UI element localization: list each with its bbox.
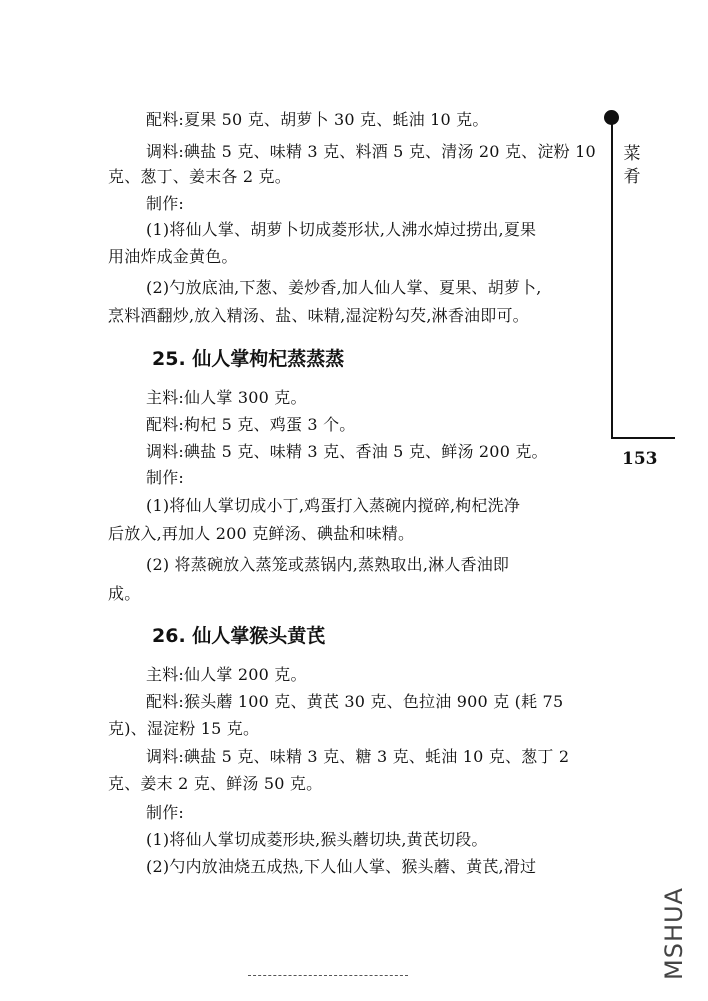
ingredients-line: 克)、湿淀粉 15 克。 (108, 719, 260, 738)
method-step: (2)勺放底油,下葱、姜炒香,加人仙人掌、夏果、胡萝卜, (146, 278, 542, 297)
method-step: 后放入,再加人 200 克鲜汤、碘盐和味精。 (108, 524, 415, 543)
seasoning-line: 调料:碘盐 5 克、味精 3 克、香油 5 克、鲜汤 200 克。 (146, 442, 548, 461)
method-label: 制作: (146, 194, 184, 213)
method-step: (2)勺内放油烧五成热,下人仙人掌、猴头蘑、黄芪,滑过 (146, 857, 537, 876)
main-ingredient: 主料:仙人掌 300 克。 (146, 388, 307, 407)
method-step: 烹料酒翻炒,放入精汤、盐、味精,湿淀粉勾芡,淋香油即可。 (108, 306, 529, 325)
seasoning-line: 调料:碘盐 5 克、味精 3 克、料酒 5 克、清汤 20 克、淀粉 10 (146, 142, 596, 161)
method-label: 制作: (146, 803, 184, 822)
ingredients-secondary: 配料:枸杞 5 克、鸡蛋 3 个。 (146, 415, 356, 434)
seasoning-line: 克、姜末 2 克、鲜汤 50 克。 (108, 774, 323, 793)
method-step: (1)将仙人掌、胡萝卜切成菱形状,人沸水焯过捞出,夏果 (146, 220, 537, 239)
bottom-divider (248, 975, 408, 976)
method-step: (1)将仙人掌切成菱形块,猴头蘑切块,黄芪切段。 (146, 830, 488, 849)
method-step: 成。 (108, 584, 141, 603)
seasoning-line: 调料:碘盐 5 克、味精 3 克、糖 3 克、蚝油 10 克、葱丁 2 (146, 747, 570, 766)
page-number: 153 (622, 449, 658, 469)
section-title: 25. 仙人掌枸杞蒸蒸蒸 (152, 348, 345, 370)
main-ingredient: 主料:仙人掌 200 克。 (146, 665, 307, 684)
ingredients-secondary: 配料:夏果 50 克、胡萝卜 30 克、蚝油 10 克。 (146, 110, 489, 129)
watermark: MSHUA (660, 887, 688, 981)
side-horizontal-rule (611, 437, 675, 439)
chapter-label: 菜肴 (623, 144, 641, 187)
section-title: 26. 仙人掌猴头黄芪 (152, 625, 326, 647)
method-step: (2) 将蒸碗放入蒸笼或蒸锅内,蒸熟取出,淋人香油即 (146, 555, 510, 574)
method-step: (1)将仙人掌切成小丁,鸡蛋打入蒸碗内搅碎,枸杞洗净 (146, 496, 521, 515)
method-step: 用油炸成金黄色。 (108, 247, 238, 266)
side-vertical-rule (611, 121, 613, 439)
method-label: 制作: (146, 468, 184, 487)
seasoning-line: 克、葱丁、姜末各 2 克。 (108, 167, 291, 186)
ingredients-line: 配料:猴头蘑 100 克、黄芪 30 克、色拉油 900 克 (耗 75 (146, 692, 564, 711)
